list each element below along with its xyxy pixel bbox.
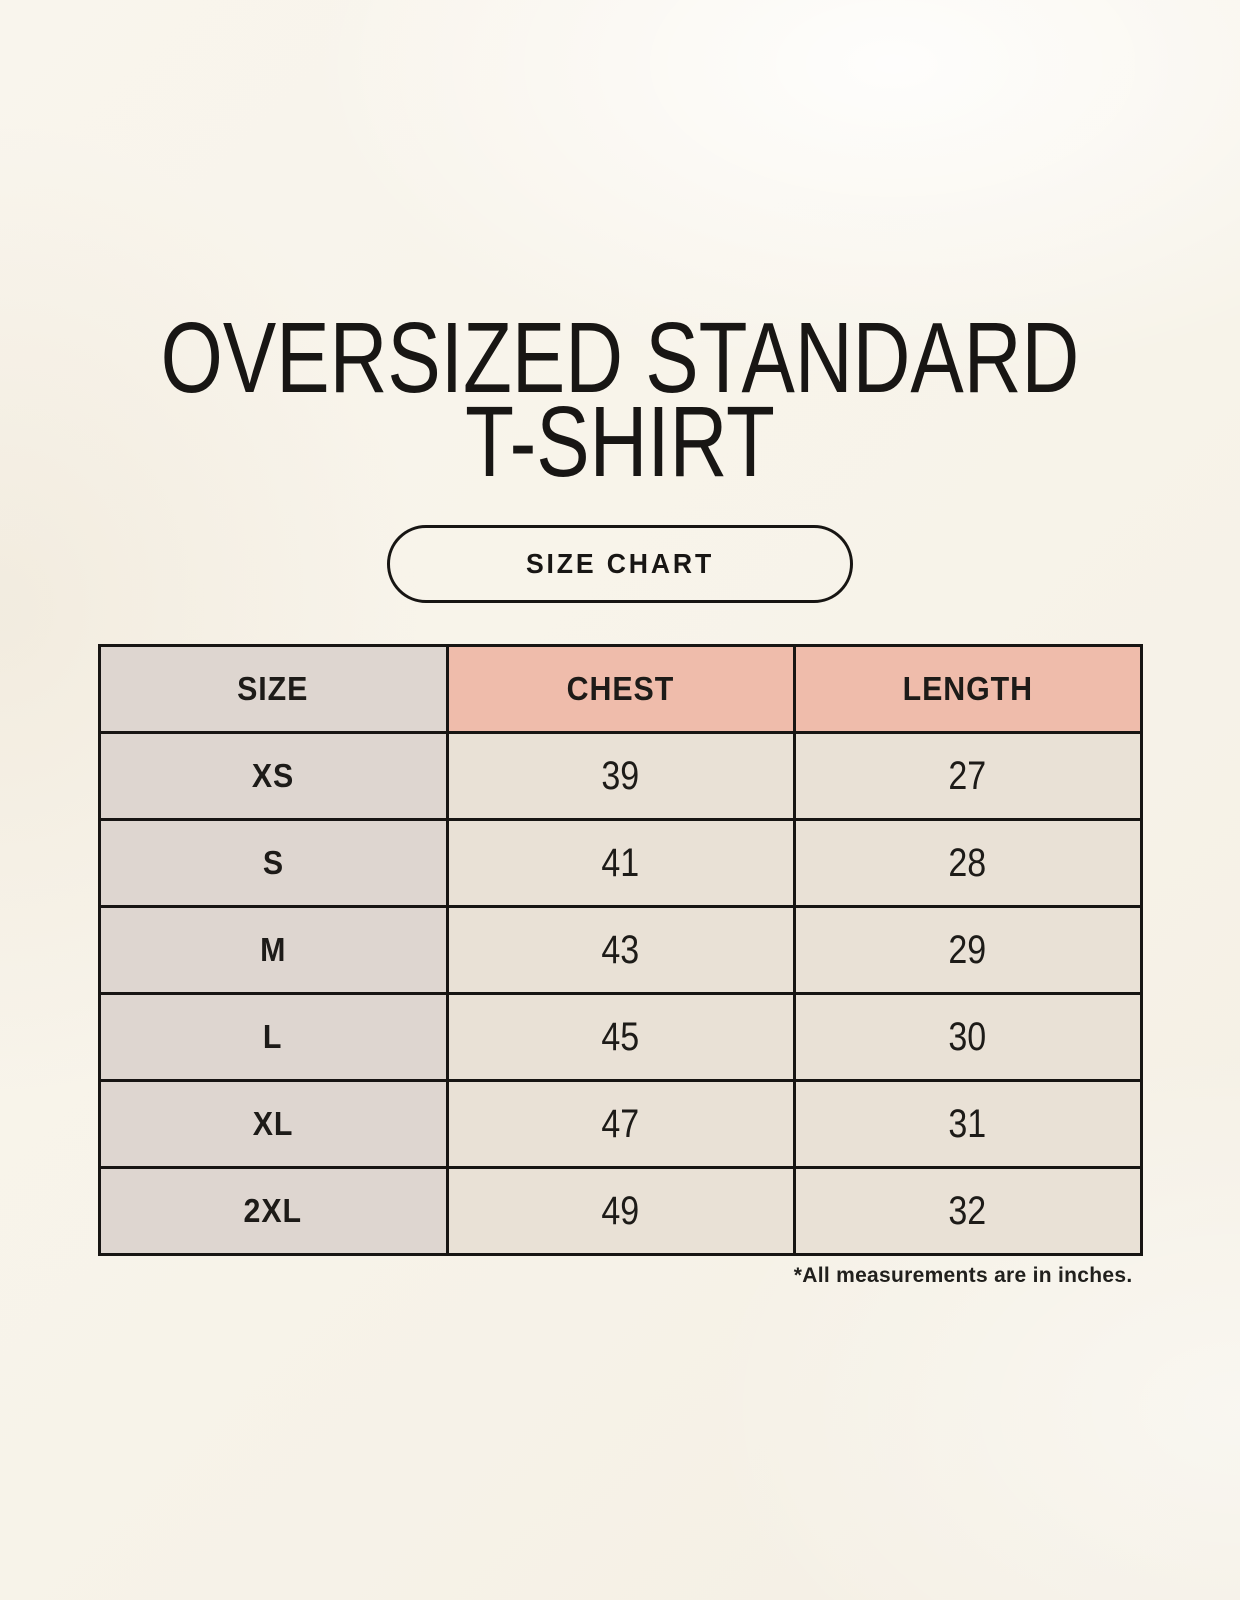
column-header-chest — [447, 646, 794, 733]
size-chart-table — [98, 644, 1143, 1256]
measurements-footnote: *All measurements are in inches. — [793, 1264, 1133, 1287]
column-header-size-label: SIZE — [237, 670, 309, 707]
size-chart-page — [0, 302, 1240, 1288]
chest-value: 47 — [601, 1101, 640, 1146]
page-title-line-2: T-SHIRT — [465, 386, 775, 498]
size-value: XS — [251, 757, 295, 794]
column-header-chest-label: CHEST — [566, 670, 675, 707]
length-value: 32 — [948, 1188, 987, 1233]
cell-length — [794, 1168, 1141, 1255]
chest-value: 49 — [601, 1188, 640, 1233]
chest-value: 45 — [601, 1014, 640, 1059]
chest-value: 43 — [601, 927, 640, 972]
cell-size — [99, 994, 447, 1081]
length-value: 29 — [948, 927, 987, 972]
cell-size — [99, 820, 447, 907]
size-chart-button-label: SIZE CHART — [525, 548, 715, 579]
cell-size — [99, 1081, 447, 1168]
page-title — [0, 302, 1240, 498]
cell-chest — [447, 733, 794, 820]
size-value: S — [262, 844, 284, 881]
column-header-size — [99, 646, 447, 733]
column-header-length-label: LENGTH — [902, 670, 1033, 707]
cell-chest — [447, 1168, 794, 1255]
column-header-length — [794, 646, 1141, 733]
length-value: 27 — [948, 753, 987, 798]
size-value: 2XL — [243, 1192, 303, 1229]
cell-length — [794, 907, 1141, 994]
table-row-m — [99, 907, 1141, 994]
cell-chest — [447, 820, 794, 907]
cell-chest — [447, 994, 794, 1081]
table-row-l — [99, 994, 1141, 1081]
cell-length — [794, 733, 1141, 820]
cell-length — [794, 1081, 1141, 1168]
length-value: 28 — [948, 840, 987, 885]
cell-size — [99, 733, 447, 820]
table-row-xs — [99, 733, 1141, 820]
cell-chest — [447, 1081, 794, 1168]
size-chart-button[interactable] — [387, 525, 853, 603]
length-value: 30 — [948, 1014, 987, 1059]
table-header-row — [99, 646, 1141, 733]
table-row-xl — [99, 1081, 1141, 1168]
table-row-s — [99, 820, 1141, 907]
cell-size — [99, 1168, 447, 1255]
table-row-2xl — [99, 1168, 1141, 1255]
cell-size — [99, 907, 447, 994]
page-title-line-1: OVERSIZED STANDARD — [160, 302, 1080, 414]
cell-chest — [447, 907, 794, 994]
cell-length — [794, 994, 1141, 1081]
length-value: 31 — [948, 1101, 987, 1146]
cell-length — [794, 820, 1141, 907]
size-value: XL — [252, 1105, 294, 1142]
chest-value: 41 — [601, 840, 640, 885]
size-value: L — [263, 1018, 283, 1055]
chest-value: 39 — [601, 753, 640, 798]
footnote-container — [98, 1264, 1143, 1288]
size-value: M — [259, 931, 287, 968]
